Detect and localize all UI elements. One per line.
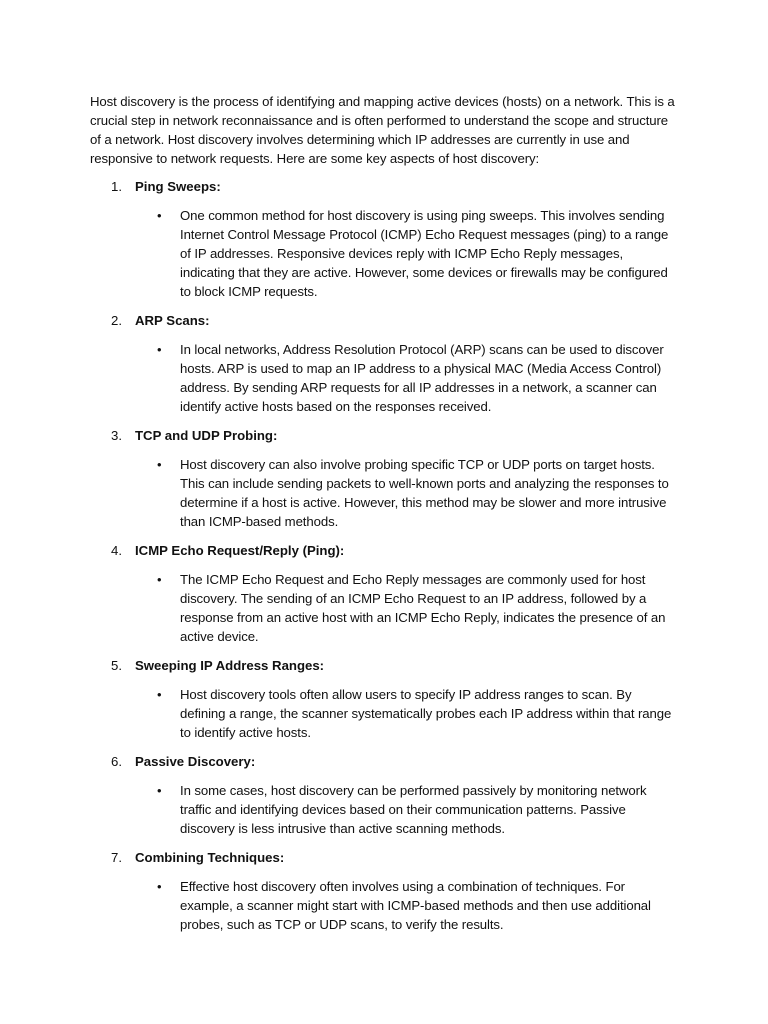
section-sweeping-ranges xyxy=(90,656,680,742)
bullet-text: In local networks, Address Resolution Protocol (ARP) scans can be used to discover hosts. ARP is used to map an IP address to a physical MAC (Media Access Control) address. By sending ARP requests for all IP addresses in a network, a scanner can identify active hosts based on the responses received. xyxy=(180,342,664,414)
section-number: 2. xyxy=(111,313,122,328)
bullet-icon: • xyxy=(157,687,162,702)
bullet-item xyxy=(90,340,680,416)
section-heading xyxy=(90,311,680,330)
bullet-text: In some cases, host discovery can be performed passively by monitoring network traffic and identifying devices based on their communication patterns. Passive discovery is less intrusive than active scanning methods. xyxy=(180,783,647,836)
bullet-icon: • xyxy=(157,572,162,587)
section-heading xyxy=(90,426,680,445)
bullet-icon: • xyxy=(157,342,162,357)
bullet-icon: • xyxy=(157,783,162,798)
bullet-item xyxy=(90,455,680,531)
section-number: 7. xyxy=(111,850,122,865)
bullet-icon: • xyxy=(157,879,162,894)
section-heading xyxy=(90,656,680,675)
section-title: Ping Sweeps: xyxy=(135,179,221,194)
bullet-item xyxy=(90,206,680,301)
section-arp-scans xyxy=(90,311,680,416)
bullet-icon: • xyxy=(157,208,162,223)
section-title: TCP and UDP Probing: xyxy=(135,428,278,443)
section-title: ICMP Echo Request/Reply (Ping): xyxy=(135,543,345,558)
section-number: 6. xyxy=(111,754,122,769)
section-title: Passive Discovery: xyxy=(135,754,256,769)
section-number: 4. xyxy=(111,543,122,558)
bullet-text: Host discovery tools often allow users to specify IP address ranges to scan. By defining a range, the scanner systematically probes each IP address within that range to identify active hosts. xyxy=(180,687,672,740)
bullet-text: One common method for host discovery is using ping sweeps. This involves sending Internet Control Message Protocol (ICMP) Echo Request messages (ping) to a range of IP addresses. Responsive devices reply with ICMP Echo Reply messages, indicating that they are active. However, some devices or firewalls may be configured to block ICMP requests. xyxy=(180,208,669,299)
bullet-icon: • xyxy=(157,457,162,472)
section-number: 5. xyxy=(111,658,122,673)
section-number: 1. xyxy=(111,179,122,194)
bullet-item xyxy=(90,877,680,934)
section-ping-sweeps xyxy=(90,177,680,301)
bullet-item xyxy=(90,685,680,742)
section-title: ARP Scans: xyxy=(135,313,210,328)
section-title: Combining Techniques: xyxy=(135,850,285,865)
document-page xyxy=(90,92,680,944)
bullet-text: Effective host discovery often involves using a combination of techniques. For example, a scanner might start with ICMP-based methods and then use additional probes, such as TCP or UDP scans, to verify the results. xyxy=(180,879,651,932)
section-heading xyxy=(90,541,680,560)
section-tcp-udp-probing xyxy=(90,426,680,531)
section-heading xyxy=(90,848,680,867)
section-icmp-echo xyxy=(90,541,680,646)
section-passive-discovery xyxy=(90,752,680,838)
section-combining-techniques xyxy=(90,848,680,934)
section-heading xyxy=(90,752,680,771)
section-title: Sweeping IP Address Ranges: xyxy=(135,658,325,673)
bullet-item xyxy=(90,781,680,838)
intro-paragraph: Host discovery is the process of identifying and mapping active devices (hosts) on a network. This is a crucial step in network reconnaissance and is often performed to understand the scope and structure of a network. Host discovery involves determining which IP addresses are currently in use and responsive to network requests. Here are some key aspects of host discovery: xyxy=(90,94,675,166)
bullet-text: Host discovery can also involve probing specific TCP or UDP ports on target hosts. This can include sending packets to well-known ports and analyzing the responses to determine if a host is active. However, this method may be slower and more intrusive than ICMP-based methods. xyxy=(180,457,669,529)
bullet-text: The ICMP Echo Request and Echo Reply messages are commonly used for host discovery. The sending of an ICMP Echo Request to an IP address, followed by a response from an active host with an ICMP Echo Reply, indicates the presence of an active device. xyxy=(180,572,666,644)
bullet-item xyxy=(90,570,680,646)
section-heading xyxy=(90,177,680,196)
section-number: 3. xyxy=(111,428,122,443)
